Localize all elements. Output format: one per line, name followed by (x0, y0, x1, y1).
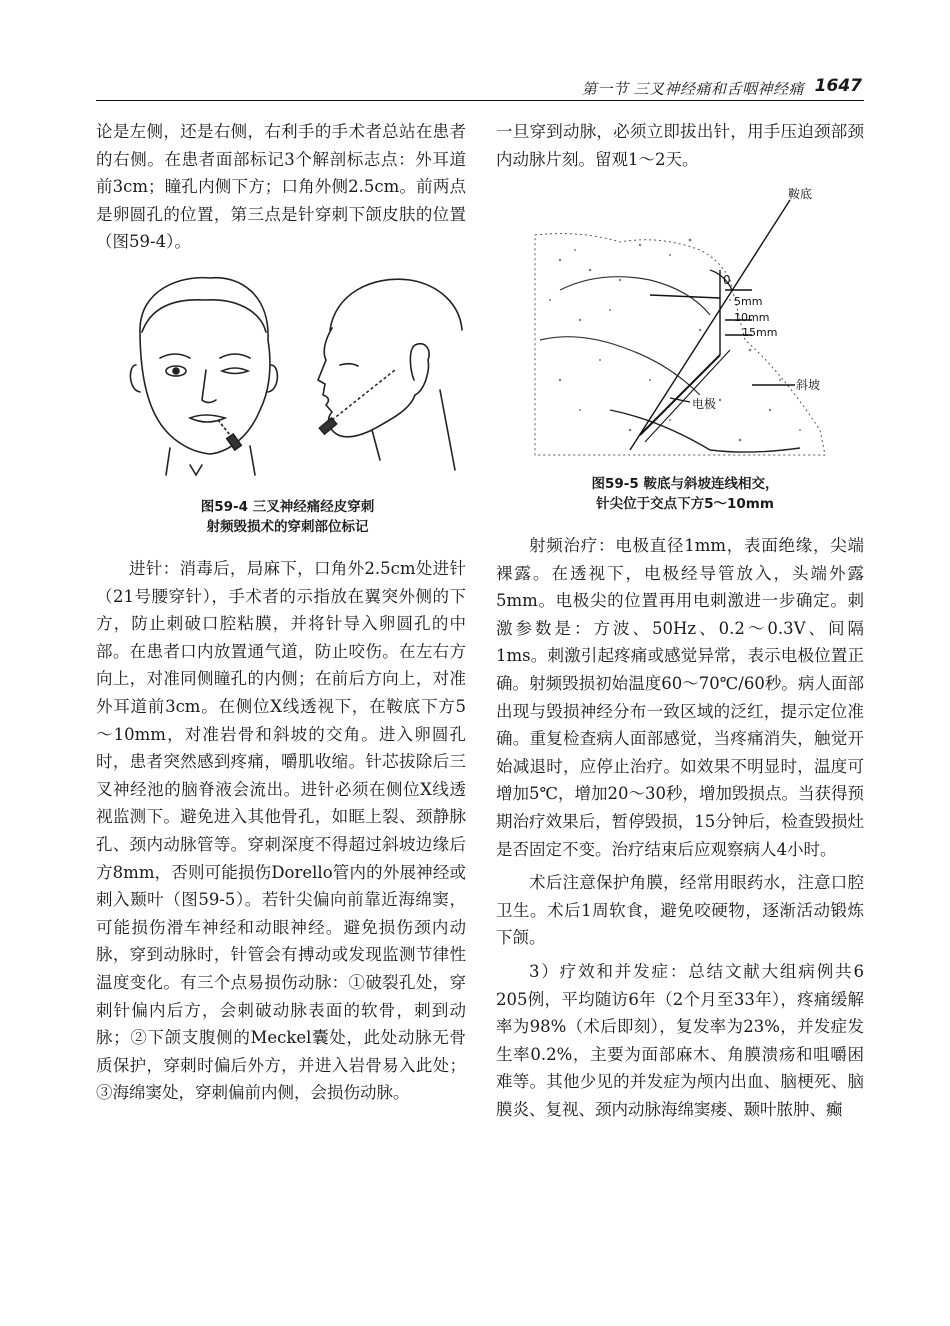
figure-59-4 (110, 270, 465, 485)
section-title: 第一节 三叉神经痛和舌咽神经痛 (581, 80, 804, 98)
profile-needle (319, 370, 395, 434)
rf-therapy-paragraph: 射频治疗：电极直径1mm，表面绝缘，尖端裸露。在透视下，电极经导管放入，头端外露5mm。电极尖的位置再用电刺激进一步确定。刺激参数是：方波、50Hz、0.2～0.3V、间隔1ms。刺激引起疼痛或感觉异常，表示电极位置正确。射频毁损初始温度60～70℃/60秒。病人面部出现与毁损神经分布一致区域的泛红，提示定位准确。重复检查病人面部感觉，当疼痛消失，触觉开始减退时，应停止治疗。如效果不明显时，温度可增加5℃，增加20～30秒，增加毁损点。当获得预期治疗效果后，暂停毁损，15分钟后，检查毁损灶是否固定不变。治疗结束后应观察病人4小时。 (496, 536, 864, 859)
postop-care-paragraph: 术后注意保护角膜，经常用眼药水，注意口腔卫生。术后1周软食，避免咬硬物，逐渐活动锻炼下颌。 (496, 873, 864, 948)
label-zero: 0 (723, 273, 731, 287)
figure-59-5-caption (520, 474, 850, 514)
outcome-paragraph: 3）疗效和并发症：总结文献大组病例共6 205例，平均随访6年（2个月至33年），疼痛缓解率为98%（术后即刻），复发率为23%，并发症发生率0.2%，主要为面部麻木、角膜溃疡和咀嚼困难等。其他少见的并发症为颅内出血、脑梗死、脑膜炎、复视、颈内动脉海绵窦瘘、颞叶脓肿、癫 (496, 961, 864, 1119)
label-electrode: 电极 (692, 397, 717, 411)
figure-59-4-caption (110, 497, 465, 537)
running-header (96, 78, 864, 101)
left-column-main (96, 555, 466, 1107)
left-column-top (96, 118, 466, 256)
label-clivus: 斜坡 (796, 378, 821, 392)
frontal-face-drawing (130, 278, 277, 475)
label-10mm: 10mm (734, 311, 770, 324)
label-sella: 鞍底 (788, 187, 813, 201)
left-intro-paragraph: 论是左侧，还是右侧，右利手的手术者总站在患者的右侧。在患者面部标记3个解剖标志点：外耳道前3cm；瞳孔内侧下方；口角外侧2.5cm。前两点是卵圆孔的位置，第三点是针穿刺下颌皮肤的位置（图59-4）。 (96, 122, 466, 252)
page-number: 1647 (814, 76, 862, 96)
needle-insertion-paragraph: 进针：消毒后，局麻下，口角外2.5cm处进针（21号腰穿针），手术者的示指放在翼突外侧的下方，防止刺破口腔粘膜，并将针导入卵圆孔的中部。在患者口内放置通气道，防止咬伤。在左右方向上，对准同侧瞳孔的内侧；在前后方向上，对准外耳道前3cm。在侧位X线透视下，在鞍底下方5～10mm，对准岩骨和斜坡的交角。进入卵圆孔时，患者突然感到疼痛，嚼肌收缩。针芯拔除后三叉神经池的脑脊液会流出。进针必须在侧位X线透视监测下。避免进入其他骨孔，如眶上裂、颈静脉孔、颈内动脉管等。穿刺深度不得超过斜坡边缘后方8mm，否则可能损伤Dorello管内的外展神经或刺入颞叶（图59-5）。若针尖偏向前靠近海绵窦，可能损伤滑车神经和动眼神经。避免损伤颈内动脉，穿到动脉时，针管会有搏动或发现监测节律性温度变化。有三个点易损伤动脉：①破裂孔处，穿刺针偏内后方，会刺破动脉表面的软骨，刺到动脉；②下颌支腹侧的Meckel囊处，此处动脉无骨质保护，穿刺时偏后外方，并进入岩骨易入此处；③海绵窦处，穿刺偏前内侧，会损伤动脉。 (96, 559, 466, 1103)
figure-59-5-caption-line2: 针尖位于交点下方5～10mm (596, 496, 774, 512)
figure-59-5 (520, 180, 850, 470)
right-intro-paragraph: 一旦穿到动脉，必须立即拔出针，用手压迫颈部颈内动脉片刻。留观1～2天。 (496, 122, 864, 169)
frontal-needle (218, 420, 241, 450)
right-column-main (496, 532, 864, 1123)
figure-59-4-caption-line2: 射频毁损术的穿刺部位标记 (206, 519, 369, 535)
xray-speckle-texture (530, 230, 830, 460)
figure-59-5-caption-line1: 图59-5 鞍底与斜坡连线相交， (591, 476, 779, 492)
right-column-top (496, 118, 864, 173)
figure-59-4-caption-line1: 图59-4 三叉神经痛经皮穿刺 (200, 499, 375, 515)
label-5mm: 5mm (734, 295, 763, 308)
label-15mm: 15mm (742, 326, 778, 339)
